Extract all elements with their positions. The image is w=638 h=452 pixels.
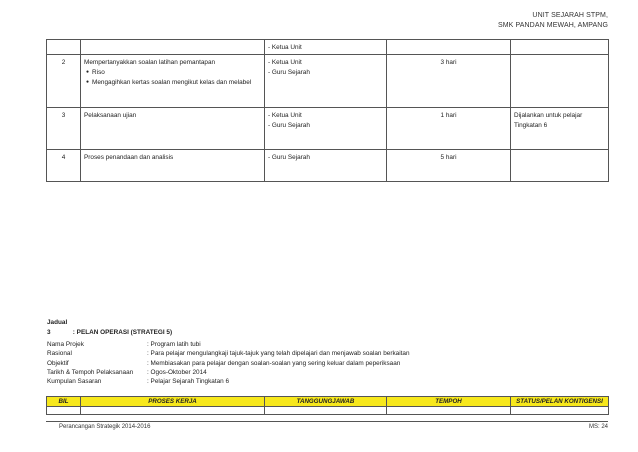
info-row [47, 340, 410, 349]
info-key: Objektif [47, 359, 69, 367]
col-header-proses-kerja: PROSES KERJA [81, 397, 265, 407]
proses-text: Mempertanyakkan soalan latihan pemantapan [84, 59, 216, 66]
empty-cell [81, 407, 265, 415]
header-line-2: SMK PANDAN MEWAH, AMPANG [497, 22, 608, 29]
cell-tanggungjawab [265, 55, 387, 108]
cell-tempoh [387, 40, 511, 55]
tanggung-line: - Guru Sejarah [268, 68, 310, 76]
col-header-status: STATUS/PELAN KONTIGENSI [511, 397, 609, 407]
header-line-1: UNIT SEJARAH STPM, [532, 12, 608, 19]
cell-tempoh: 1 hari [387, 108, 511, 150]
bullet-item: ● Riso [84, 68, 261, 79]
cell-status [511, 55, 609, 108]
empty-cell [387, 407, 511, 415]
table-row [47, 55, 609, 108]
cell-proses [81, 40, 265, 55]
cell-tempoh: 3 hari [387, 55, 511, 108]
info-row [47, 349, 410, 358]
empty-cell [511, 407, 609, 415]
cell-bil [47, 40, 81, 55]
cell-status [511, 150, 609, 182]
cell-bil: 3 [47, 108, 81, 150]
cell-tempoh: 5 hari [387, 150, 511, 182]
table-row [47, 407, 609, 415]
status-line: Dijalankan untuk pelajar [514, 112, 583, 119]
col-header-tanggungjawab: TANGGUNGJAWAB [265, 397, 387, 407]
cell-tanggungjawab [265, 40, 387, 55]
tanggung-line: - Ketua Unit [268, 44, 302, 51]
cell-status [511, 108, 609, 150]
empty-cell [47, 407, 81, 415]
document-header [498, 11, 608, 31]
cell-status [511, 40, 609, 55]
info-value: : Program latih tubi [147, 341, 201, 348]
info-row [47, 359, 410, 368]
info-value: : Membiasakan para pelajar dengan soalan-soalan yang sering keluar dalam peperiksaan [147, 359, 401, 367]
section-title: : PELAN OPERASI (STRATEGI 5) [72, 329, 173, 336]
cell-proses: Proses penandaan dan analisis [81, 150, 265, 182]
info-row [47, 368, 410, 377]
cell-bil: 2 [47, 55, 81, 108]
info-key: Nama Projek [47, 341, 84, 348]
tanggung-line: - Guru Sejarah [268, 154, 310, 161]
page-number: MS: 24 [588, 424, 608, 430]
operation-plan-table [46, 396, 609, 415]
cell-proses [81, 55, 265, 108]
footer-title: Perancangan Strategik 2014-2016 [59, 424, 151, 430]
tanggung-line: - Guru Sejarah [268, 121, 310, 129]
cell-tanggungjawab [265, 108, 387, 150]
table-row [47, 40, 609, 55]
tanggung-line: - Ketua Unit [268, 59, 302, 66]
info-key: Tarikh & Tempoh Pelaksanaan [47, 368, 134, 376]
info-row [47, 377, 410, 386]
bullet-item: ● Mengagihkan kertas soalan mengikut kelas dan melabel [84, 78, 261, 89]
cell-proses: Pelaksanaan ujian [81, 108, 265, 150]
info-value: : Ogos-Oktober 2014 [147, 368, 207, 376]
cell-tanggungjawab [265, 150, 387, 182]
col-header-tempoh: TEMPOH [387, 397, 511, 407]
info-key: Rasional [47, 350, 72, 358]
info-key: Kumpulan Sasaran [47, 378, 102, 386]
strategy-table-continued [46, 39, 609, 182]
table-header-row [47, 397, 609, 407]
tanggung-line: - Ketua Unit [268, 112, 302, 119]
project-info [47, 340, 410, 386]
table-label: Jadual 3 [47, 319, 68, 336]
table-row [47, 150, 609, 182]
footer-divider [46, 421, 608, 422]
section-heading [47, 318, 172, 338]
empty-cell [265, 407, 387, 415]
cell-bil: 4 [47, 150, 81, 182]
table-row [47, 108, 609, 150]
col-header-bil: BIL [47, 397, 81, 407]
info-value: : Para pelajar mengulangkaji tajuk-tajuk yang telah dipelajari dan menjawab soalan berkaitan [147, 350, 410, 358]
status-line: Tingkatan 6 [514, 121, 548, 129]
info-value: : Pelajar Sejarah Tingkatan 6 [147, 378, 230, 386]
